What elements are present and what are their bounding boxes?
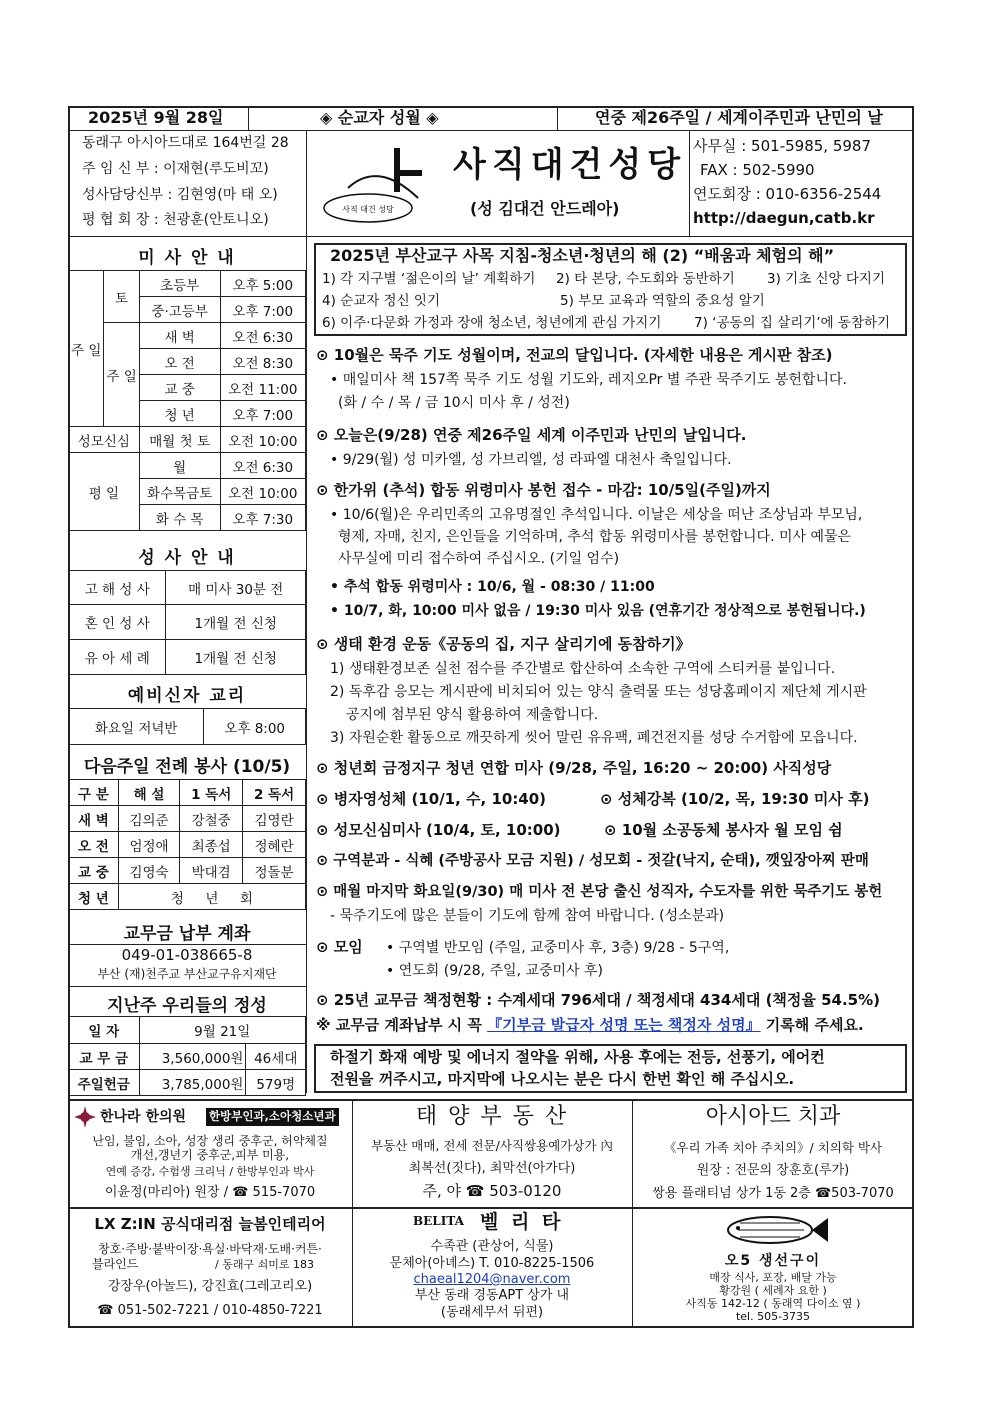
pastoral-item: 7) ‘공동의 집 살리기’에 동참하기 (694, 315, 891, 331)
mass-row-name: 새 벽 (139, 323, 220, 349)
notice-line: (화 / 수 / 목 / 금 10시 미사 후 / 성전) (338, 395, 570, 411)
notice-line: 사무실에 미리 접수하여 주십시오. (기일 엄수) (338, 551, 620, 567)
notice-no-meeting: ⊙ 10월 소공동체 봉사자 월 모임 쉼 (604, 821, 843, 839)
church-patron: (성 김대건 안드레아) (470, 199, 620, 218)
sacrament-title: 성 사 안 내 (138, 548, 236, 568)
notice-eco: ⊙ 생태 환경 운동《공동의 집, 지구 살리기에 동참하기》 (316, 635, 691, 653)
catechumen-day: 화요일 저녁반 (69, 709, 204, 745)
weekday-name: 화수목금토 (139, 479, 220, 505)
table-cell: 일 자 (69, 1017, 140, 1044)
mass-row-time: 오전 8:30 (220, 349, 305, 375)
table-cell: 오 전 (69, 832, 119, 858)
notice-marian-mass: ⊙ 성모신심미사 (10/4, 토, 10:00) (316, 821, 561, 839)
notice-line: • 매일미사 책 157쪽 묵주 기도 성월 기도와, 레지오Pr 별 주관 묵주기도 봉헌합니다. (330, 372, 847, 388)
mass-table (68, 270, 306, 531)
table-cell: 1 독서 (180, 780, 243, 806)
notice-line: 3) 자원순환 활동으로 깨끗하게 씻어 말린 유유팩, 폐건전지를 성당 수거함에 모읍니다. (330, 730, 858, 746)
table-cell: 교 중 (69, 858, 119, 884)
liturgy-table (68, 779, 306, 910)
notice-sick-communion: ⊙ 병자영성체 (10/1, 수, 10:40) (316, 790, 547, 808)
notice-chuseok-mass: ⊙ 한가위 (추석) 합동 위령미사 봉헌 접수 - 마감: 10/5일(주일)까지 (316, 481, 771, 499)
sacrament-table (68, 570, 306, 675)
fax: FAX : 502-5990 (700, 161, 815, 179)
pastoral-title: 2025년 부산교구 사목 지침-청소년·청년의 해 (2) “배움과 체험의 해” (330, 246, 835, 265)
pastor: 주 임 신 부 : 이재현(루도비꼬) (82, 161, 269, 177)
offering-title: 지난주 우리들의 정성 (107, 996, 267, 1016)
ad-title: 아시아드 치과 (705, 1104, 841, 1129)
notice-sales: ⊙ 구역분과 - 식혜 (주방공사 모금 지원) / 성모회 - 젓갈(낙지, 순태), 깻잎장아찌 판매 (316, 853, 869, 869)
table-cell: 정돌분 (243, 858, 306, 884)
notice-meetings: ⊙ 모임 (316, 938, 363, 956)
issue-date: 2025년 9월 28일 (88, 108, 224, 127)
table-cell: 청 년 회 (118, 884, 305, 910)
ad-title: 오5 생선구이 (724, 1253, 822, 1269)
pastoral-item: 1) 각 지구별 ‘젊은이의 날’ 계획하기 (322, 271, 536, 287)
notice-youth-mass: ⊙ 청년회 금정지구 청년 연합 미사 (9/28, 주일, 16:20 ~ 20:00) 사직성당 (316, 759, 832, 777)
mass-row-time: 오후 7:00 (220, 297, 305, 323)
seongmo-time: 오전 10:00 (220, 427, 305, 453)
church-address: 동래구 아시아드대로 164번길 28 (82, 135, 289, 151)
sacrament-value: 1개월 전 신청 (166, 640, 306, 675)
dues-account: 049-01-038665-8 (121, 946, 253, 964)
table-cell: 정혜란 (243, 832, 306, 858)
notice-line: 2) 독후감 응모는 게시판에 비치되어 있는 양식 출력물 또는 성당홈페이지 제단체 게시판 (330, 684, 867, 700)
notice-line: 공지에 첨부된 양식 활용하여 제출합니다. (346, 707, 599, 723)
pastoral-item: 4) 순교자 정신 잇기 (322, 293, 441, 309)
energy-line: 전원을 꺼주시고, 마지막에 나오시는 분은 다시 한번 확인 해 주십시오. (330, 1070, 795, 1088)
weekday-time: 오전 6:30 (220, 453, 305, 479)
notice-dues-transfer: ※ 교무금 계좌납부 시 꼭 『기부금 발급자 성명 또는 책정자 성명』 기록해 주세요. (316, 1016, 864, 1034)
table-cell: 강철중 (180, 806, 243, 832)
ad-title: 태 양 부 동 산 (415, 1104, 569, 1129)
seongmo-label: 성모신심 (69, 427, 140, 453)
ad-title: LX Z:IN 공식대리점 늘봄인테리어 (94, 1215, 326, 1233)
table-cell: 2 독서 (243, 780, 306, 806)
fish-icon (720, 1213, 830, 1247)
table-cell: 3,785,000원 (139, 1070, 246, 1096)
church-logo-icon (318, 140, 436, 228)
weekday-name: 월 (139, 453, 220, 479)
notice-rosary-vocation: ⊙ 매월 마지막 화요일(9/30) 매 미사 전 본당 출신 성직자, 수도자를 위한 묵주기도 봉헌 (316, 884, 883, 900)
sacrament-value: 매 미사 30분 전 (166, 571, 306, 605)
catechumen-table (68, 708, 306, 745)
mass-title: 미 사 안 내 (138, 248, 236, 268)
mass-row-name: 중·고등부 (139, 297, 220, 323)
ad-brand: BELITA (413, 1214, 464, 1228)
seongmo-name: 매월 첫 토 (139, 427, 220, 453)
catechumen-time: 오후 8:00 (204, 709, 306, 745)
table-cell: 주일헌금 (69, 1070, 140, 1096)
pastoral-item: 6) 이주·다문화 가정과 장애 청소년, 청년에게 관심 가지기 (322, 315, 662, 331)
table-cell: 김의준 (118, 806, 179, 832)
sunday-sub-label: 주 일 (104, 323, 139, 427)
notice-benediction: ⊙ 성체강복 (10/2, 목, 19:30 미사 후) (600, 790, 870, 808)
saturday-label: 토 (104, 271, 139, 323)
catechumen-title: 예비신자 교리 (127, 686, 247, 706)
donor-name-link[interactable]: 『기부금 발급자 성명 또는 책정자 성명』 (487, 1016, 761, 1034)
sacrament-value: 1개월 전 신청 (166, 605, 306, 640)
table-cell: 46세대 (246, 1044, 306, 1070)
notice-line: 형제, 자매, 친지, 은인들을 기억하며, 추석 합동 위령미사를 봉헌합니다. 미사 예물은 (338, 529, 852, 545)
sacrament-name: 유 아 세 례 (69, 640, 166, 675)
notice-line: • 9/29(월) 성 미카엘, 성 가브리엘, 성 라파엘 대천사 축일입니다. (330, 452, 732, 468)
notice-dues-status: ⊙ 25년 교무금 책정현황 : 수계세대 796세대 / 책정세대 434세대 (책정율 54.5%) (316, 991, 881, 1009)
notice-line: • 10/7, 화, 10:00 미사 없음 / 19:30 미사 있음 (연휴기간 정상적으로 봉헌됩니다.) (330, 603, 866, 619)
notice-line: • 구역별 반모임 (주일, 교중미사 후, 3층) 9/28 - 5구역, (386, 940, 730, 956)
table-cell: 김영숙 (118, 858, 179, 884)
month-title: ◈ 순교자 성월 ◈ (320, 108, 439, 127)
mass-row-time: 오전 6:30 (220, 323, 305, 349)
website-link[interactable]: http://daegun,catb.kr (693, 209, 875, 227)
dues-title: 교무금 납부 계좌 (123, 924, 251, 944)
ad-tag: 한방부인과,소아청소년과 (206, 1108, 339, 1126)
weekday-time: 오전 10:00 (220, 479, 305, 505)
mass-row-name: 청 년 (139, 401, 220, 427)
flower-icon (72, 1104, 98, 1130)
pastoral-item: 5) 부모 교육과 역할의 중요성 알기 (560, 293, 765, 309)
table-cell: 엄정애 (118, 832, 179, 858)
mass-row-time: 오후 5:00 (220, 271, 305, 297)
mass-row-name: 교 중 (139, 375, 220, 401)
week-title: 연중 제26주일 / 세계이주민과 난민의 날 (595, 108, 883, 127)
table-cell: 9월 21일 (139, 1017, 306, 1044)
table-cell: 3,560,000원 (139, 1044, 246, 1070)
weekday-time: 오후 7:30 (220, 505, 305, 531)
sunday-label: 주 일 (69, 271, 104, 427)
table-cell: 해 설 (118, 780, 179, 806)
council-president: 평 협 회 장 : 천광훈(안토니오) (82, 212, 269, 228)
office-phone: 사무실 : 501-5985, 5987 (693, 137, 871, 155)
energy-line: 하절기 화재 예방 및 에너지 절약을 위해, 사용 후에는 전등, 선풍기, 에어컨 (330, 1048, 825, 1066)
notice-line: 1) 생태환경보존 실천 점수를 주간별로 합산하여 소속한 구역에 스티커를 붙입니다. (330, 661, 836, 677)
offering-table (68, 1016, 306, 1096)
mass-row-time: 오후 7:00 (220, 401, 305, 427)
weekday-label: 평 일 (69, 453, 140, 531)
notice-line: • 추석 합동 위령미사 : 10/6, 월 - 08:30 / 11:00 (330, 579, 655, 595)
mass-row-name: 오 전 (139, 349, 220, 375)
notice-rosary-month: ⊙ 10월은 묵주 기도 성월이며, 전교의 달입니다. (자세한 내용은 게시판 참조) (316, 346, 833, 364)
logo-text: 사직 대건 성당 (342, 205, 394, 214)
vicar: 성사담당신부 : 김현영(마 태 오) (82, 187, 278, 203)
table-cell: 새 벽 (69, 806, 119, 832)
mass-row-name: 초등부 (139, 271, 220, 297)
church-name: 사직대건성당 (453, 145, 687, 185)
table-cell: 최종섭 (180, 832, 243, 858)
table-cell: 교 무 금 (69, 1044, 140, 1070)
ad-title: 벨 리 타 (480, 1211, 564, 1233)
table-cell: 김영란 (243, 806, 306, 832)
dues-holder: 부산 (재)천주교 부산교구유지재단 (97, 967, 277, 981)
pastoral-item: 2) 타 본당, 수도회와 동반하기 (556, 271, 735, 287)
table-cell: 박대겸 (180, 858, 243, 884)
notice-line: • 10/6(월)은 우리민족의 고유명절인 추석입니다. 이날은 세상을 떠난 조상님과 부모님, (330, 507, 863, 523)
ad-title: 한나라 한의원 (100, 1109, 187, 1125)
notice-line: - 묵주기도에 많은 분들이 기도에 함께 참여 바랍니다. (성소분과) (330, 908, 725, 924)
table-cell: 579명 (246, 1070, 306, 1096)
table-cell: 청 년 (69, 884, 119, 910)
table-cell: 구 분 (69, 780, 119, 806)
notice-migrant-day: ⊙ 오늘은(9/28) 연중 제26주일 세계 이주민과 난민의 날입니다. (316, 426, 747, 444)
pastoral-item: 3) 기초 신앙 다지기 (767, 271, 886, 287)
mass-row-time: 오전 11:00 (220, 375, 305, 401)
notice-line: • 연도회 (9/28, 주일, 교중미사 후) (386, 963, 604, 979)
liturgy-title: 다음주일 전례 봉사 (10/5) (83, 757, 291, 777)
weekday-name: 화 수 목 (139, 505, 220, 531)
sacrament-name: 고 해 성 사 (69, 571, 166, 605)
sacrament-name: 혼 인 성 사 (69, 605, 166, 640)
email-link[interactable]: chaeal1204@naver.com (413, 1272, 571, 1287)
yeondo-phone: 연도회장 : 010-6356-2544 (693, 185, 882, 203)
